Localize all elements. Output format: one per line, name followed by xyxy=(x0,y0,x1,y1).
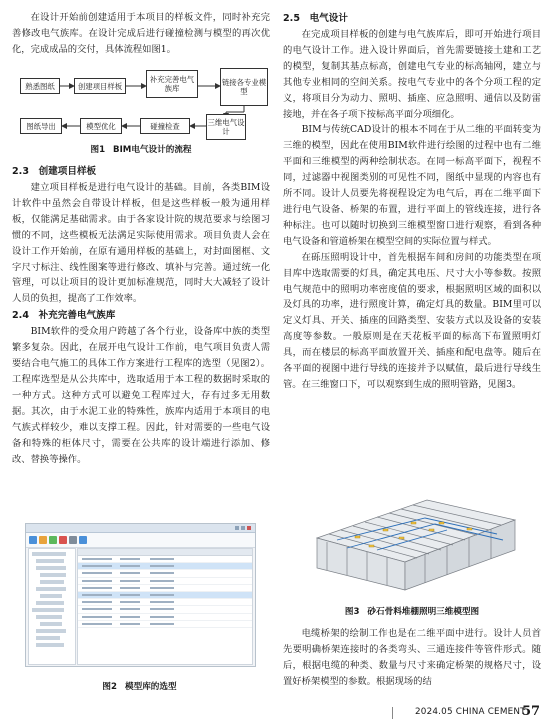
section-2-4-body: BIM软件的受众用户跨越了各个行业，设备库中族的类型繁多复杂。因此，在展开电气设计工作前，电气项目负责人需要结合电气施工的具体工作方案进行工程库的选型（见图2）。工程库选型是从公共库中，选取适用于本工程的数据时采取的一种方式。这种方式可以避免工程库过大，存有过多无用数据。其次，由于水泥工业的特殊性，族库内适用于本项目的电气族式样较少，难以支撑工程。因此，针对需要的一些电气设备和特殊的柜体尺寸，需要在公共库的设计端进行添加、修改、替换等操作。 xyxy=(12,326,270,465)
figure-1-flowchart xyxy=(12,60,270,140)
flow-box-create-template: 创建项目样板 xyxy=(74,78,126,94)
section-2-5-para-3: 在砾压照明设计中，首先根据车间和房间的功能类型在项目库中选取需要的灯具，确定其电压、尺寸大小等参数。按照电气规范中的照明功率密度值的要求，根据照明区域的面积以及灯具的功率，进行照度计算，确定灯具的数量。BIM里可以定义灯具、开关、插座的回路类型、安装方式以及设备的安装高度等参数。一般原则是在天花板平面的标高下布置照明灯具，而在楼层的标高平面放置开关、插座和配电盘等。随后在各平面的视图中进行导线的连接并予以赋值，最后进行导线生管。在三维窗口下，可以观察到生成的照明管路，见图3。 xyxy=(283,251,541,390)
section-2-5-para-1: 在完成项目样板的创建与电气族库后，即可开始进行项目的电气设计工作。进入设计界面后，首先需要链接土建和工艺的模型，复制其基点标高，创建电气专业的标高轴网，建立与其他专业相同的空间关系。按电气专业中的各个分项工程的定义，将项目分为动力、照明、插座、应急照明、通信以及防雷接地，并在各子项下按标高平面分项细化。 xyxy=(283,29,541,120)
screenshot-tree-panel xyxy=(28,548,76,665)
cable-tray-paragraph: 电缆桥架的绘制工作也是在二维平面中进行。设计人员首先要明确桥架连接时的各类弯头、三通连接件等管件形式。随后，根据电缆的种类、数量与尺寸来确定桥架的规格尺寸，设置好桥架模型的参数。根据现场的结 xyxy=(283,628,541,687)
flow-box-export-drawings: 图纸导出 xyxy=(20,118,62,134)
figure-3-3d-model xyxy=(307,478,525,598)
figure-2-caption: 图2 模型库的选型 xyxy=(102,682,177,692)
page-number: 57 xyxy=(522,704,541,719)
flow-box-3d-electrical: 三维电气设计 xyxy=(206,114,246,140)
section-2-3-body: 建立项目样板是进行电气设计的基础。目前，各类BIM设计软件中虽然会自带设计样板，但是这些样板一般为通用样板，仅能满足基础需求。由于各家设计院的规范要求与绘图习惯的不同，这些模板无法满足实际使用需求。项目负责人会在设计工作开始前，在原有通用样板的基础上，对封面图框、文字尺寸标注、线性图案等进行修改、填补与完善。通过统一化管理，可以让项目的设计更加标准规范，同时大大减轻了设计人员的负担，提高了工作效率。 xyxy=(12,182,270,305)
figure-3-caption: 图3 砂石骨料堆棚照明三维模型图 xyxy=(344,607,480,617)
footer-divider xyxy=(392,707,393,719)
flow-box-link-models: 链接各专业模型 xyxy=(220,68,268,106)
screenshot-toolbar xyxy=(26,533,255,548)
screenshot-titlebar xyxy=(26,524,255,533)
flow-box-model-optimize: 模型优化 xyxy=(80,118,122,134)
left-column xyxy=(12,10,270,58)
lighting-model-drawing xyxy=(307,478,525,598)
intro-paragraph: 在设计开始前创建适用于本项目的样板文件，同时补充完善修改电气族库。在设计完成后进行碰撞检测与模型的再次优化，完成成品的交付，具体流程如图1。 xyxy=(12,12,270,55)
flow-box-collision-check: 碰撞检查 xyxy=(140,118,190,134)
section-2-5-para-2: BIM与传统CAD设计的根本不同在于从二维的平面转变为三维的模型，因此在使用BIM软件进行绘图的过程中也有二维平面和三维模型的两种绘制状态。在同一标高平面下，视程不同，过滤器中视图类别的可见性不同，图纸中显现的内容也有所不同。设计人员要先将视程设定为电气后，再在二维平面下进行电气设备、桥架的布置，进行平面上的管线连接，进行各种标注。也可以随时切换到三维模型窗口进行观察，看到各种电气设备和管道桥架在模型空间的实际位置与样式。 xyxy=(283,124,541,247)
flow-box-family-library: 补充完善电气族库 xyxy=(146,70,198,98)
section-2-4-heading: 2.4 补充完善电气族库 xyxy=(12,310,116,322)
right-column-bottom xyxy=(283,626,541,690)
section-2-3-heading: 2.3 创建项目样板 xyxy=(12,166,97,177)
flow-box-read-drawings: 熟悉图纸 xyxy=(20,78,60,94)
figure-2-screenshot xyxy=(25,523,256,667)
page-footer xyxy=(0,700,552,724)
figure-1-caption: 图1 BIM电气设计的流程 xyxy=(90,145,192,155)
screenshot-table xyxy=(77,548,253,665)
section-2-5-heading: 2.5 电气设计 xyxy=(283,13,348,24)
right-column xyxy=(283,10,541,393)
left-column-sections xyxy=(12,163,270,467)
journal-issue: 2024.05 CHINA CEMENT xyxy=(415,707,526,717)
